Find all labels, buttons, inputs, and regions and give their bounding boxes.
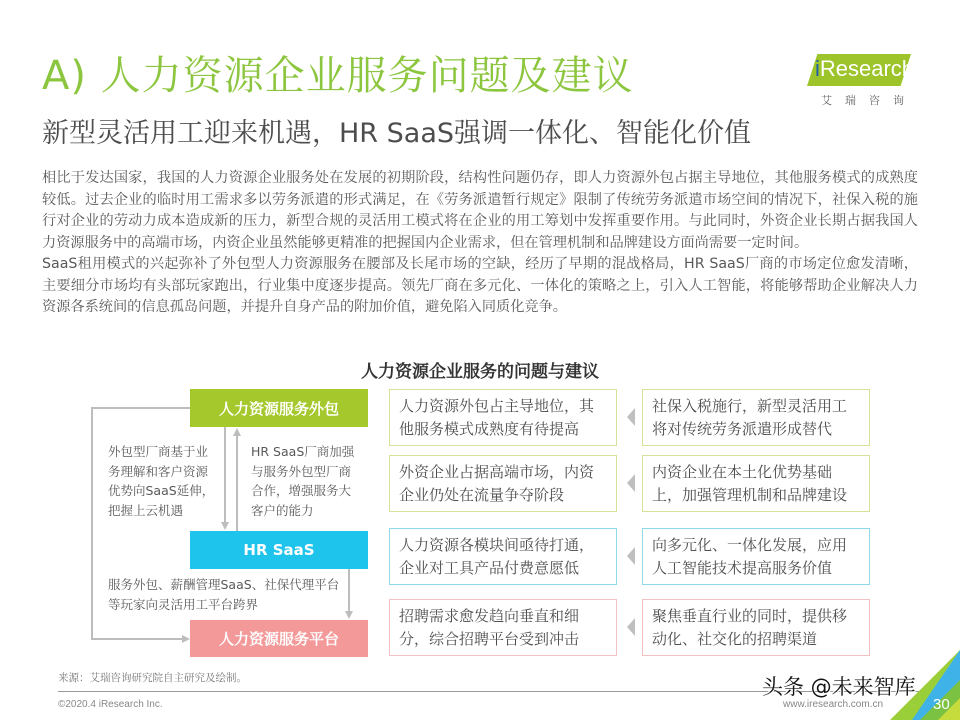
copyright: ©2020.4 iResearch Inc. xyxy=(58,699,163,710)
box-hr-outsourcing: 人力资源服务外包 xyxy=(190,389,368,427)
suggestion-card: 社保入税施行，新型灵活用工将对传统劳务派遣形成替代 xyxy=(642,389,870,446)
note-platform-crossover: 服务外包、薪酬管理SaaS、社保代理平台等玩家向灵活用工平台跨界 xyxy=(108,577,340,612)
iresearch-logo xyxy=(793,52,917,112)
connector-saas-platform xyxy=(348,569,350,612)
problem-card: 招聘需求愈发趋向垂直和细分，综合招聘平台受到冲击 xyxy=(389,599,617,656)
page-subtitle: 新型灵活用工迎来机遇，HR SaaS强调一体化、智能化价值 xyxy=(42,118,752,149)
box-hr-saas: HR SaaS xyxy=(190,531,368,569)
logo-text: iResearch xyxy=(815,56,915,81)
connector-left-outer-bottom xyxy=(91,638,183,640)
body-text xyxy=(42,168,918,319)
arrow-down-icon xyxy=(221,522,229,530)
suggestion-card: 向多元化、一体化发展，应用人工智能技术提高服务价值 xyxy=(642,528,870,585)
watermark: 头条 @未来智库 xyxy=(762,675,916,699)
diagram-title: 人力资源企业服务的问题与建议 xyxy=(361,362,599,382)
connector-left-outer-top xyxy=(91,407,190,409)
suggestion-card: 内资企业在本土化优势基础上，加强管理机制和品牌建设 xyxy=(642,455,870,512)
suggestion-card: 聚焦垂直行业的同时，提供移动化、社交化的招聘渠道 xyxy=(642,599,870,656)
chevron-left-icon xyxy=(627,408,635,426)
connector-down xyxy=(224,427,226,523)
connector-up xyxy=(236,436,238,531)
note-outsource-to-saas: 外包型厂商基于业务理解和客户资源优势向SaaS延伸，把握上云机遇 xyxy=(108,444,215,518)
source-note: 来源：艾瑞咨询研究院自主研究及绘制。 xyxy=(58,672,247,684)
problem-card: 人力资源外包占主导地位，其他服务模式成熟度有待提高 xyxy=(389,389,617,446)
note-saas-to-outsource: HR SaaS厂商加强与服务外包型厂商合作，增强服务大客户的能力 xyxy=(251,444,355,518)
logo-chinese-name: 艾瑞咨询 xyxy=(821,94,917,107)
chevron-left-icon xyxy=(627,547,635,565)
problem-card: 人力资源各模块间亟待打通，企业对工具产品付费意愿低 xyxy=(389,528,617,585)
problem-card: 外资企业占据高端市场，内资企业仍处在流量争夺阶段 xyxy=(389,455,617,512)
paragraph: 相比于发达国家，我国的人力资源企业服务处在发展的初期阶段，结构性问题仍存，即人力资源外包占据主导地位，其他服务模式的成熟度较低。过去企业的临时用工需求多以劳务派遣的形式满足，在《劳务派遣暂行规定》限制了传统劳务派遣市场空间的情况下，社保入税的施行对企业的劳动力成本造成新的压力，新型合规的灵活用工模式将在企业的用工筹划中发挥重要作用。与此同时，外资企业长期占据我国人力资源服务中的高端市场，内资企业虽然能够更精准的把握国内企业需求，但在管理机制和品牌建设方面尚需要一定时间。 xyxy=(42,170,918,251)
arrow-right-icon xyxy=(182,635,190,643)
website-link[interactable]: www.iresearch.com.cn xyxy=(783,699,884,710)
connector-left-outer-vertical xyxy=(91,407,93,639)
chevron-left-icon xyxy=(627,618,635,636)
page-number: 30 xyxy=(933,696,950,713)
paragraph: SaaS租用模式的兴起弥补了外包型人力资源服务在腰部及长尾市场的空缺，经历了早期的混战格局，HR SaaS厂商的市场定位愈发清晰，主要细分市场均有头部玩家跑出，行业集中度逐步提高。领先厂商在多元化、一体化的策略之上，引入人工智能，将能够帮助企业解决人力资源各系统间的信息孤岛问题，并提升自身产品的附加价值，避免陷入同质化竞争。 xyxy=(42,256,918,315)
page-title: A) 人力资源企业服务问题及建议 xyxy=(42,53,634,99)
chevron-left-icon xyxy=(627,474,635,492)
box-hr-platform: 人力资源服务平台 xyxy=(190,620,368,657)
arrow-up-icon xyxy=(233,428,241,436)
